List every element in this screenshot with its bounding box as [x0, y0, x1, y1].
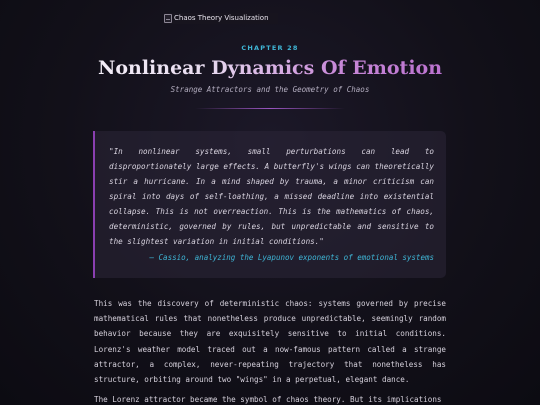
- body-paragraph: The Lorenz attractor became the symbol of chaos theory. But its implications: [94, 395, 442, 404]
- hero-image: [164, 13, 278, 24]
- title-divider: [195, 108, 345, 109]
- quote-attribution: — Cassio, analyzing the Lyapunov exponents of emotional systems: [149, 253, 434, 262]
- hero-image-alt-text: Chaos Theory Visualization: [174, 14, 269, 22]
- page-subtitle: Strange Attractors and the Geometry of Chaos: [170, 85, 370, 94]
- broken-image-icon: [164, 14, 172, 23]
- page-title: Nonlinear Dynamics Of Emotion: [0, 56, 540, 80]
- quote-text: "In nonlinear systems, small perturbations can lead to disproportionately large effects. A butterfly's wings can theoretically stir a hurricane. In a mind shaped by trauma, a minor criticism can spiral into days of self-loathing, a missed deadline into existential collapse. This is not overreaction. This is the mathematics of chaos, deterministic, governed by rules, but unpredictable and sensitive to the slightest variation in initial conditions.": [109, 147, 434, 246]
- epigraph-quote: [93, 131, 446, 278]
- body-paragraph: This was the discovery of deterministic chaos: systems governed by precise mathematical rules that nonetheless produce unpredictable, seemingly random behavior because they are exquisitely sensitive to initial conditions. Lorenz's weather model traced out a now-famous pattern called a strange attractor, a complex, never-repeating trajectory that nonetheless has structure, orbiting around two "wings" in a perpetual, elegant dance.: [94, 299, 446, 385]
- chapter-label: CHAPTER 28: [241, 44, 299, 52]
